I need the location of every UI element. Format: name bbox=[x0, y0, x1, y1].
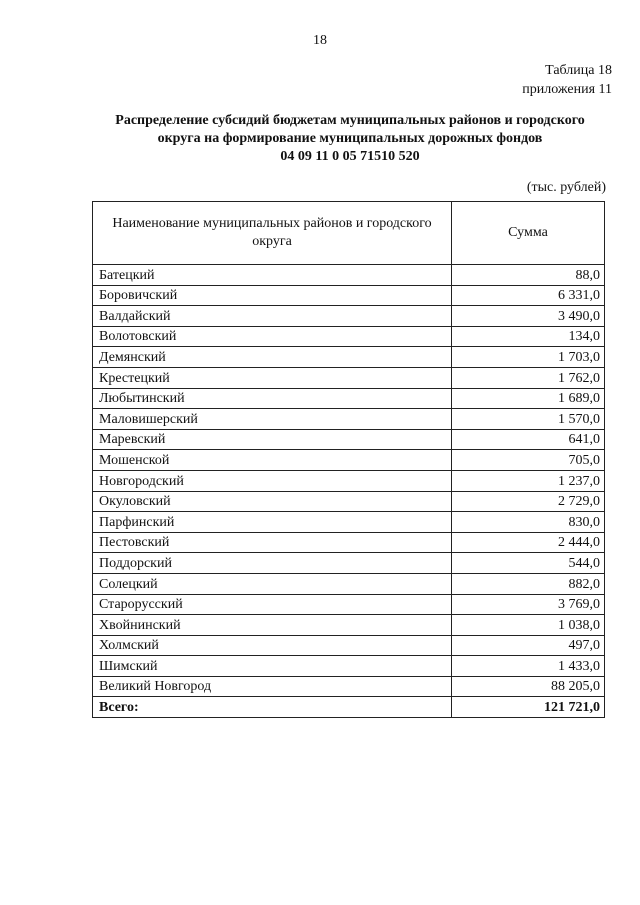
table-row bbox=[93, 532, 605, 553]
table-row bbox=[93, 285, 605, 306]
table-row bbox=[93, 491, 605, 512]
district-name: Солецкий bbox=[93, 573, 452, 594]
district-name: Поддорский bbox=[93, 553, 452, 574]
table-row bbox=[93, 594, 605, 615]
table-row bbox=[93, 470, 605, 491]
district-name: Старорусский bbox=[93, 594, 452, 615]
table-row bbox=[93, 573, 605, 594]
district-sum: 3 769,0 bbox=[452, 594, 605, 615]
header-sum: Сумма bbox=[452, 202, 605, 265]
district-name: Валдайский bbox=[93, 306, 452, 327]
district-name: Маревский bbox=[93, 429, 452, 450]
district-sum: 134,0 bbox=[452, 326, 605, 347]
district-sum: 2 444,0 bbox=[452, 532, 605, 553]
total-label: Всего: bbox=[93, 697, 452, 718]
district-name: Батецкий bbox=[93, 265, 452, 286]
appendix-number: приложения 11 bbox=[522, 82, 612, 97]
table-row bbox=[93, 512, 605, 533]
table-row bbox=[93, 265, 605, 286]
district-sum: 705,0 bbox=[452, 450, 605, 471]
district-name: Демянский bbox=[93, 347, 452, 368]
table-row bbox=[93, 656, 605, 677]
total-row bbox=[93, 697, 605, 718]
table-row bbox=[93, 429, 605, 450]
district-sum: 882,0 bbox=[452, 573, 605, 594]
district-sum: 88,0 bbox=[452, 265, 605, 286]
subsidy-table bbox=[92, 201, 605, 718]
district-sum: 6 331,0 bbox=[452, 285, 605, 306]
budget-code: 04 09 11 0 05 71510 520 bbox=[280, 149, 420, 164]
table-row bbox=[93, 676, 605, 697]
district-sum: 497,0 bbox=[452, 635, 605, 656]
district-sum: 1 038,0 bbox=[452, 615, 605, 636]
district-name: Новгородский bbox=[93, 470, 452, 491]
district-name: Парфинский bbox=[93, 512, 452, 533]
district-sum: 1 570,0 bbox=[452, 409, 605, 430]
district-name: Холмский bbox=[93, 635, 452, 656]
table-row bbox=[93, 306, 605, 327]
district-name: Любытинский bbox=[93, 388, 452, 409]
district-name: Окуловский bbox=[93, 491, 452, 512]
district-name: Волотовский bbox=[93, 326, 452, 347]
district-name: Великий Новгород bbox=[93, 676, 452, 697]
district-sum: 1 762,0 bbox=[452, 367, 605, 388]
district-sum: 1 237,0 bbox=[452, 470, 605, 491]
table-row bbox=[93, 450, 605, 471]
units-label: (тыс. рублей) bbox=[526, 180, 606, 195]
district-name: Маловишерский bbox=[93, 409, 452, 430]
district-sum: 641,0 bbox=[452, 429, 605, 450]
title-line-1: Распределение субсидий бюджетам муниципальных районов и городского bbox=[115, 113, 585, 128]
table-row bbox=[93, 367, 605, 388]
district-name: Боровичский bbox=[93, 285, 452, 306]
district-sum: 1 433,0 bbox=[452, 656, 605, 677]
table-row bbox=[93, 326, 605, 347]
district-sum: 1 703,0 bbox=[452, 347, 605, 368]
table-row bbox=[93, 347, 605, 368]
district-name: Хвойнинский bbox=[93, 615, 452, 636]
table-header-row bbox=[93, 202, 605, 265]
table-row bbox=[93, 409, 605, 430]
district-name: Крестецкий bbox=[93, 367, 452, 388]
district-sum: 2 729,0 bbox=[452, 491, 605, 512]
table-row bbox=[93, 553, 605, 574]
document-title bbox=[60, 112, 640, 166]
header-name: Наименование муниципальных районов и городского округа bbox=[93, 202, 452, 265]
table-reference bbox=[522, 61, 612, 99]
title-line-2: округа на формирование муниципальных дорожных фондов bbox=[157, 131, 543, 146]
district-sum: 88 205,0 bbox=[452, 676, 605, 697]
district-name: Мошенской bbox=[93, 450, 452, 471]
table-number: Таблица 18 bbox=[545, 63, 612, 78]
page-number: 18 bbox=[313, 33, 327, 48]
district-name: Пестовский bbox=[93, 532, 452, 553]
table-row bbox=[93, 635, 605, 656]
total-sum: 121 721,0 bbox=[452, 697, 605, 718]
district-sum: 1 689,0 bbox=[452, 388, 605, 409]
district-sum: 3 490,0 bbox=[452, 306, 605, 327]
district-name: Шимский bbox=[93, 656, 452, 677]
table-row bbox=[93, 615, 605, 636]
district-sum: 830,0 bbox=[452, 512, 605, 533]
district-sum: 544,0 bbox=[452, 553, 605, 574]
table-body bbox=[93, 265, 605, 697]
table-row bbox=[93, 388, 605, 409]
